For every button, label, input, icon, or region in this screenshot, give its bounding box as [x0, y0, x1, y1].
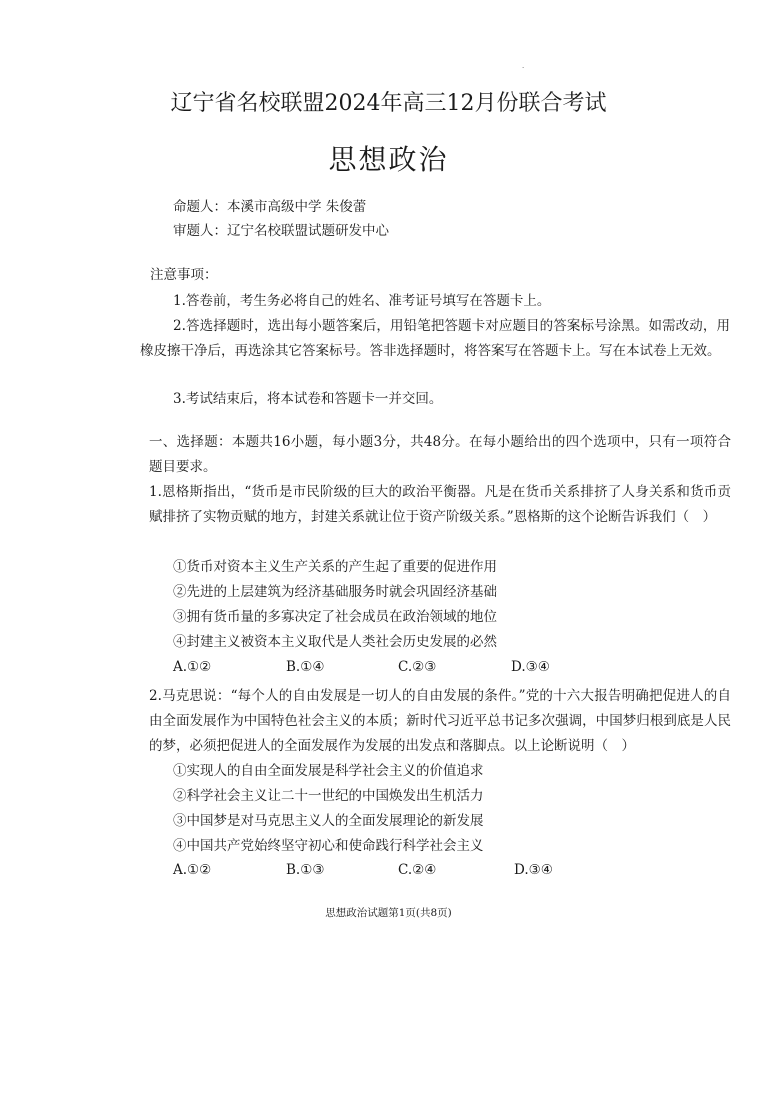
q2-statement-4: ④中国共产党始终坚守初心和使命践行科学社会主义	[173, 838, 484, 854]
q1-option-a: A.①②	[173, 659, 212, 675]
notice-item-1: 1.答卷前，考生务必将自己的姓名、准考证号填写在答题卡上。	[173, 293, 551, 309]
q2-stem: 2.马克思说：“每个人的自由发展是一切人的自由发展的条件。”党的十六大报告明确把促进人的自由全面发展作为中国特色社会主义的本质；新时代习近平总书记多次强调，中国梦归根到底是人民的梦，必须把促进人的全面发展作为发展的出发点和落脚点。以上论断说明（ ）	[149, 688, 731, 754]
setter-line: 命题人：本溪市高级中学 朱俊蕾	[173, 199, 367, 215]
notice-item-3: 3.考试结束后，将本试卷和答题卡一并交回。	[173, 391, 443, 407]
q1-stem: 1.恩格斯指出，“货币是市民阶级的巨大的政治平衡器。凡是在货币关系排挤了人身关系和货币贡赋排挤了实物贡赋的地方，封建关系就让位于资产阶级关系。”恩格斯的这个论断告诉我们（ ）	[149, 484, 731, 525]
page-footer: 思想政治试题第1页(共8页)	[325, 907, 452, 919]
q2-option-b: B.①③	[286, 862, 325, 878]
q2-option-c: C.②④	[398, 862, 437, 878]
q1-option-c: C.②③	[398, 659, 437, 675]
q2-statement-1: ①实现人的自由全面发展是科学社会主义的价值追求	[173, 763, 484, 779]
exam-title: 辽宁省名校联盟2024年高三12月份联合考试	[170, 91, 607, 116]
q1-option-b: B.①④	[286, 659, 325, 675]
subject-title: 思想政治	[328, 143, 449, 176]
q2-option-a: A.①②	[173, 862, 212, 878]
q1-statement-4: ④封建主义被资本主义取代是人类社会历史发展的必然	[173, 634, 497, 650]
q1-option-d: D.③④	[511, 659, 550, 675]
q1-statement-2: ②先进的上层建筑为经济基础服务时就会巩固经济基础	[173, 584, 497, 600]
q1-statement-1: ①货币对资本主义生产关系的产生起了重要的促进作用	[173, 559, 497, 575]
section-intro: 一、选择题：本题共16小题，每小题3分，共48分。在每小题给出的四个选项中，只有一项符合题目要求。	[149, 434, 731, 475]
notice-item-2: 2.答选择题时，选出每小题答案后，用铅笔把答题卡对应题目的答案标号涂黑。如需改动，用橡皮擦干净后，再选涂其它答案标号。答非选择题时，将答案写在答题卡上。写在本试卷上无效。	[140, 318, 730, 359]
reviewer-line: 审题人：辽宁名校联盟试题研发中心	[173, 223, 389, 239]
notice-heading: 注意事项：	[150, 267, 218, 283]
q1-statement-3: ③拥有货币量的多寡决定了社会成员在政治领域的地位	[173, 609, 497, 625]
q2-statement-2: ②科学社会主义让二十一世纪的中国焕发出生机活力	[173, 788, 484, 804]
stray-mark: .	[522, 62, 525, 70]
q2-option-d: D.③④	[514, 862, 553, 878]
q2-statement-3: ③中国梦是对马克思主义人的全面发展理论的新发展	[173, 813, 484, 829]
